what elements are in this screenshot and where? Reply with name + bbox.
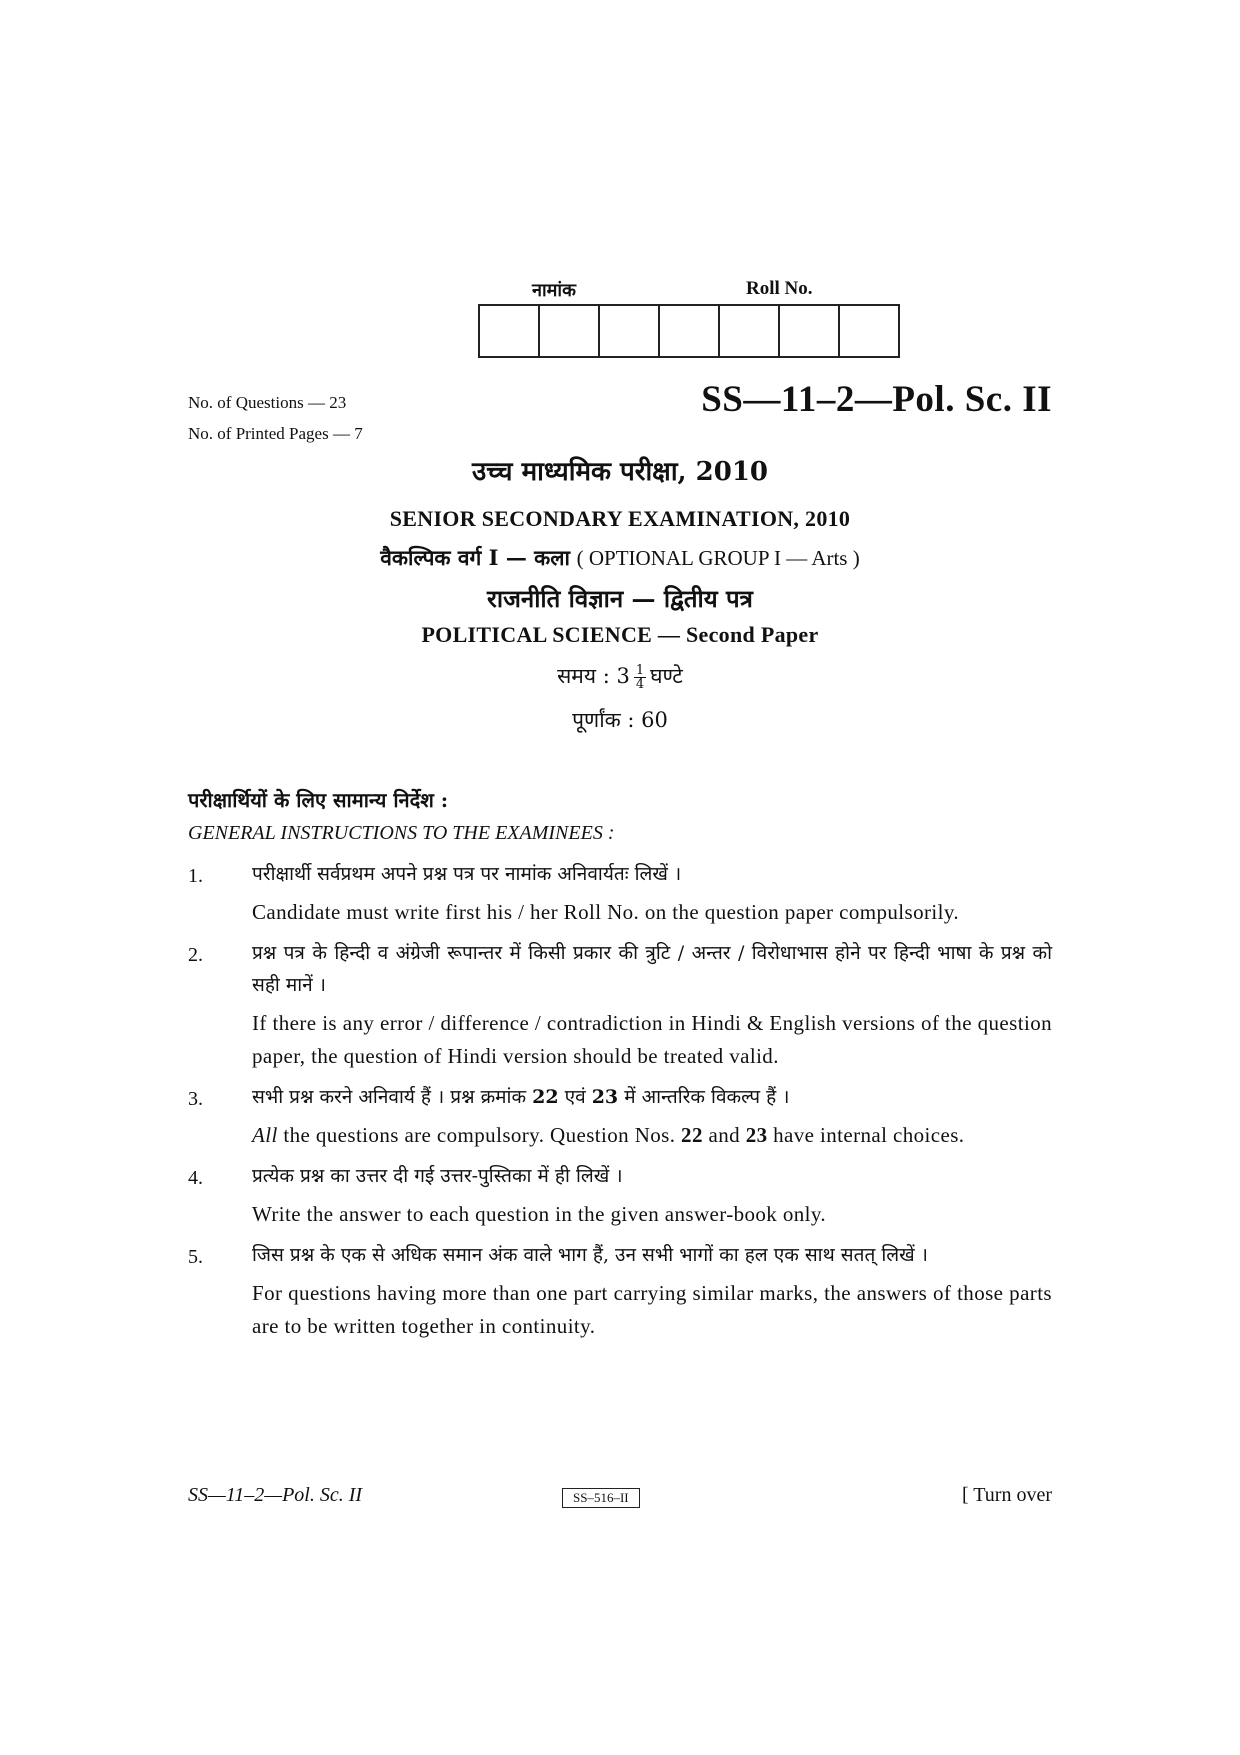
instruction-item [188, 1160, 1052, 1235]
instructions-title-hindi: परीक्षार्थियों के लिए सामान्य निर्देश : [188, 788, 449, 812]
instruction-text-english: Write the answer to each question in the given answer-book only. [252, 1202, 827, 1226]
subject-hindi: राजनीति विज्ञान — द्वितीय पत्र [487, 584, 753, 613]
turn-over-note: [ Turn over [961, 1484, 1052, 1506]
roll-number-boxes [478, 304, 900, 358]
number-of-pages: No. of Printed Pages — 7 [188, 424, 363, 443]
instruction-text-english: If there is any error / difference / contradiction in Hindi & English versions of the question paper, the question of Hindi version should be treated valid. [252, 1011, 1052, 1068]
roll-label-hindi: नामांक [532, 280, 576, 301]
instruction-text-hindi: प्रत्येक प्रश्न का उत्तर दी गई उत्तर-पुस्तिका में ही लिखें । [252, 1165, 623, 1187]
footer-series-code: SS–516–II [562, 1488, 640, 1508]
instruction-item [188, 937, 1052, 1077]
exam-title-english: SENIOR SECONDARY EXAMINATION, 2010 [389, 506, 851, 531]
instruction-number: 5. [188, 1246, 203, 1268]
instruction-text-hindi: परीक्षार्थी सर्वप्रथम अपने प्रश्न पत्र पर नामांक अनिवार्यतः लिखें । [252, 863, 682, 885]
fraction-numerator: 1 [635, 663, 645, 678]
instruction-item [188, 1081, 1052, 1156]
maximum-marks: पूर्णांक : 60 [572, 708, 668, 732]
instructions-title-english: GENERAL INSTRUCTIONS TO THE EXAMINEES : [188, 822, 615, 844]
instruction-text-english: All the questions are compulsory. Question Nos. 22 and 23 have internal choices. [252, 1123, 965, 1147]
footer-paper-code: SS—11–2—Pol. Sc. II [188, 1484, 363, 1506]
time-label: समय : 3 [557, 664, 630, 688]
instruction-item [188, 858, 1052, 933]
roll-digit-box[interactable] [660, 306, 720, 356]
instruction-number: 4. [188, 1167, 203, 1189]
instruction-text-hindi: प्रश्न पत्र के हिन्दी व अंग्रेजी रूपान्तर में किसी प्रकार की त्रुटि / अन्तर / विरोधाभास होने पर हिन्दी भाषा के प्रश्न को सही मानें । [252, 942, 1052, 996]
instruction-text-hindi: सभी प्रश्न करने अनिवार्य हैं । प्रश्न क्रमांक 22 एवं 23 में आन्तरिक विकल्प हैं । [252, 1086, 790, 1108]
roll-digit-box[interactable] [720, 306, 780, 356]
time-unit: घण्टे [650, 664, 683, 688]
instruction-number: 3. [188, 1088, 203, 1110]
roll-digit-box[interactable] [600, 306, 660, 356]
paper-code: SS—11–2—Pol. Sc. II [701, 379, 1052, 420]
instruction-text-english: Candidate must write first his / her Roll No. on the question paper compulsorily. [252, 900, 960, 924]
instruction-item [188, 1239, 1052, 1347]
subject-english: POLITICAL SCIENCE — Second Paper [421, 622, 819, 647]
instruction-text-english: For questions having more than one part carrying similar marks, the answers of those parts are to be written together in continuity. [252, 1281, 1052, 1338]
roll-digit-box[interactable] [480, 306, 540, 356]
roll-digit-box[interactable] [840, 306, 898, 356]
roll-digit-box[interactable] [540, 306, 600, 356]
fraction-denominator: 4 [635, 677, 645, 692]
time-allowed [0, 662, 1240, 691]
optional-group-hindi: वैकल्पिक वर्ग I — कला [380, 545, 570, 570]
instruction-text-hindi: जिस प्रश्न के एक से अधिक समान अंक वाले भाग हैं, उन सभी भागों का हल एक साथ सतत् लिखें । [252, 1244, 928, 1266]
optional-group [0, 544, 1240, 572]
instruction-number: 1. [188, 865, 203, 887]
roll-digit-box[interactable] [780, 306, 840, 356]
instruction-number: 2. [188, 944, 203, 966]
exam-title-hindi: उच्च माध्यमिक परीक्षा, 2010 [471, 457, 769, 487]
roll-label-english: Roll No. [746, 278, 813, 299]
optional-group-english: ( OPTIONAL GROUP I — Arts ) [576, 546, 860, 570]
instruction-list [188, 858, 1052, 1351]
number-of-questions: No. of Questions — 23 [188, 393, 347, 412]
time-fraction [634, 664, 646, 691]
